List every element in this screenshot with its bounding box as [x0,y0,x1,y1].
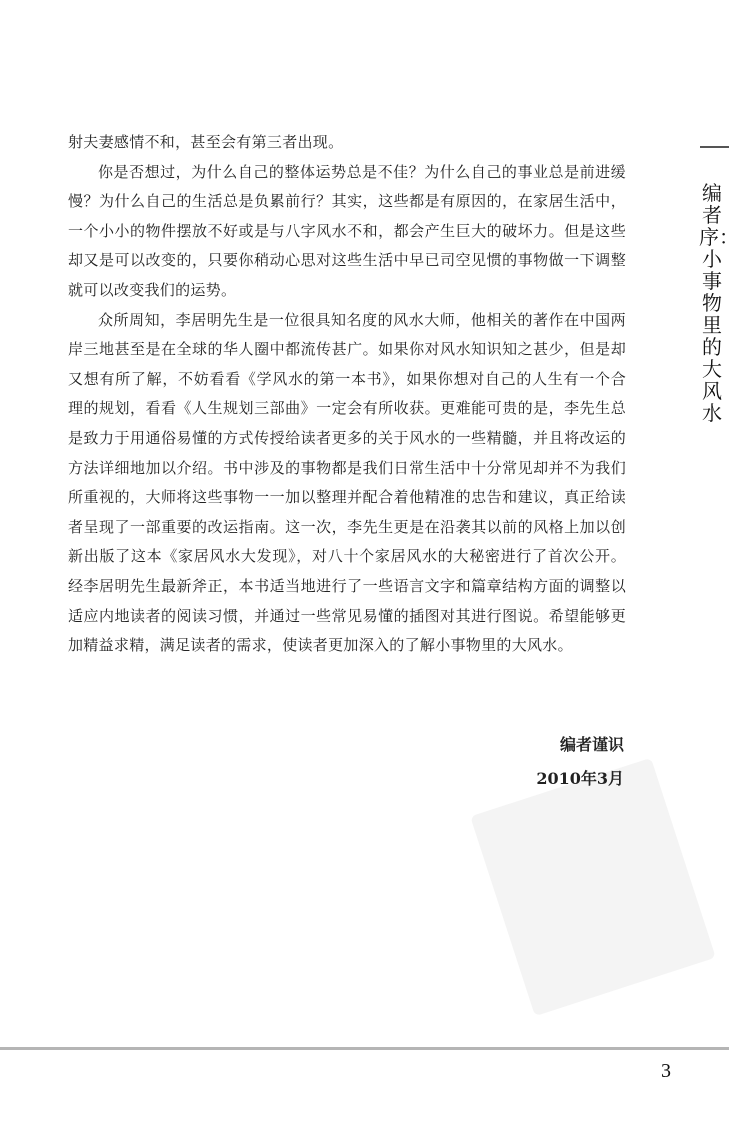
side-tab-divider [700,146,729,148]
paragraph-author-intro: 众所周知，李居明先生是一位很具知名度的风水大师，他相关的著作在中国两岸三地甚至是在全球的华人圈中都流传甚广。如果你对风水知识知之甚少，但是却又想有所了解，不妨看看《学风水的第一本书》，如果你想对自己的人生有一个合理的规划，看看《人生规划三部曲》一定会有所收获。更难能可贵的是，李先生总是致力于用通俗易懂的方式传授给读者更多的关于风水的一些精髓，并且将改运的方法详细地加以介绍。书中涉及的事物都是我们日常生活中十分常见却并不为我们所重视的，大师将这些事物一一加以整理并配合着他精准的忠告和建议，真正给读者呈现了一部重要的改运指南。这一次，李先生更是在沿袭其以前的风格上加以创新出版了这本《家居风水大发现》，对八十个家居风水的大秘密进行了首次公开。经李居明先生最新斧正，本书适当地进行了一些语言文字和篇章结构方面的调整以适应内地读者的阅读习惯，并通过一些常见易懂的插图对其进行图说。希望能够更加精益求精，满足读者的需求，使读者更加深入的了解小事物里的大风水。 [68,310,626,655]
footer-rule [0,1047,729,1050]
signoff-name: 编者谨识 [559,735,624,754]
paragraph-fortune: 你是否想过，为什么自己的整体运势总是不佳？为什么自己的事业总是前进缓慢？为什么自己的生活总是负累前行？其实，这些都是有原因的，在家居生活中，一个小小的物件摆放不好或是与八字风水不和，都会产生巨大的破坏力。但是这些却又是可以改变的，只要你稍动心思对这些生活中早已司空见惯的事物做一下调整就可以改变我们的运势。 [68,162,626,299]
signoff-date: 2010年3月 [536,769,624,788]
background-watermark [470,758,716,1016]
paragraph-continuation: 射夫妻感情不和，甚至会有第三者出现。 [68,133,344,151]
chapter-side-title: 编者序：小事物里的大风水 [699,181,739,425]
page-number: 3 [661,1060,671,1082]
document-body [68,128,626,661]
